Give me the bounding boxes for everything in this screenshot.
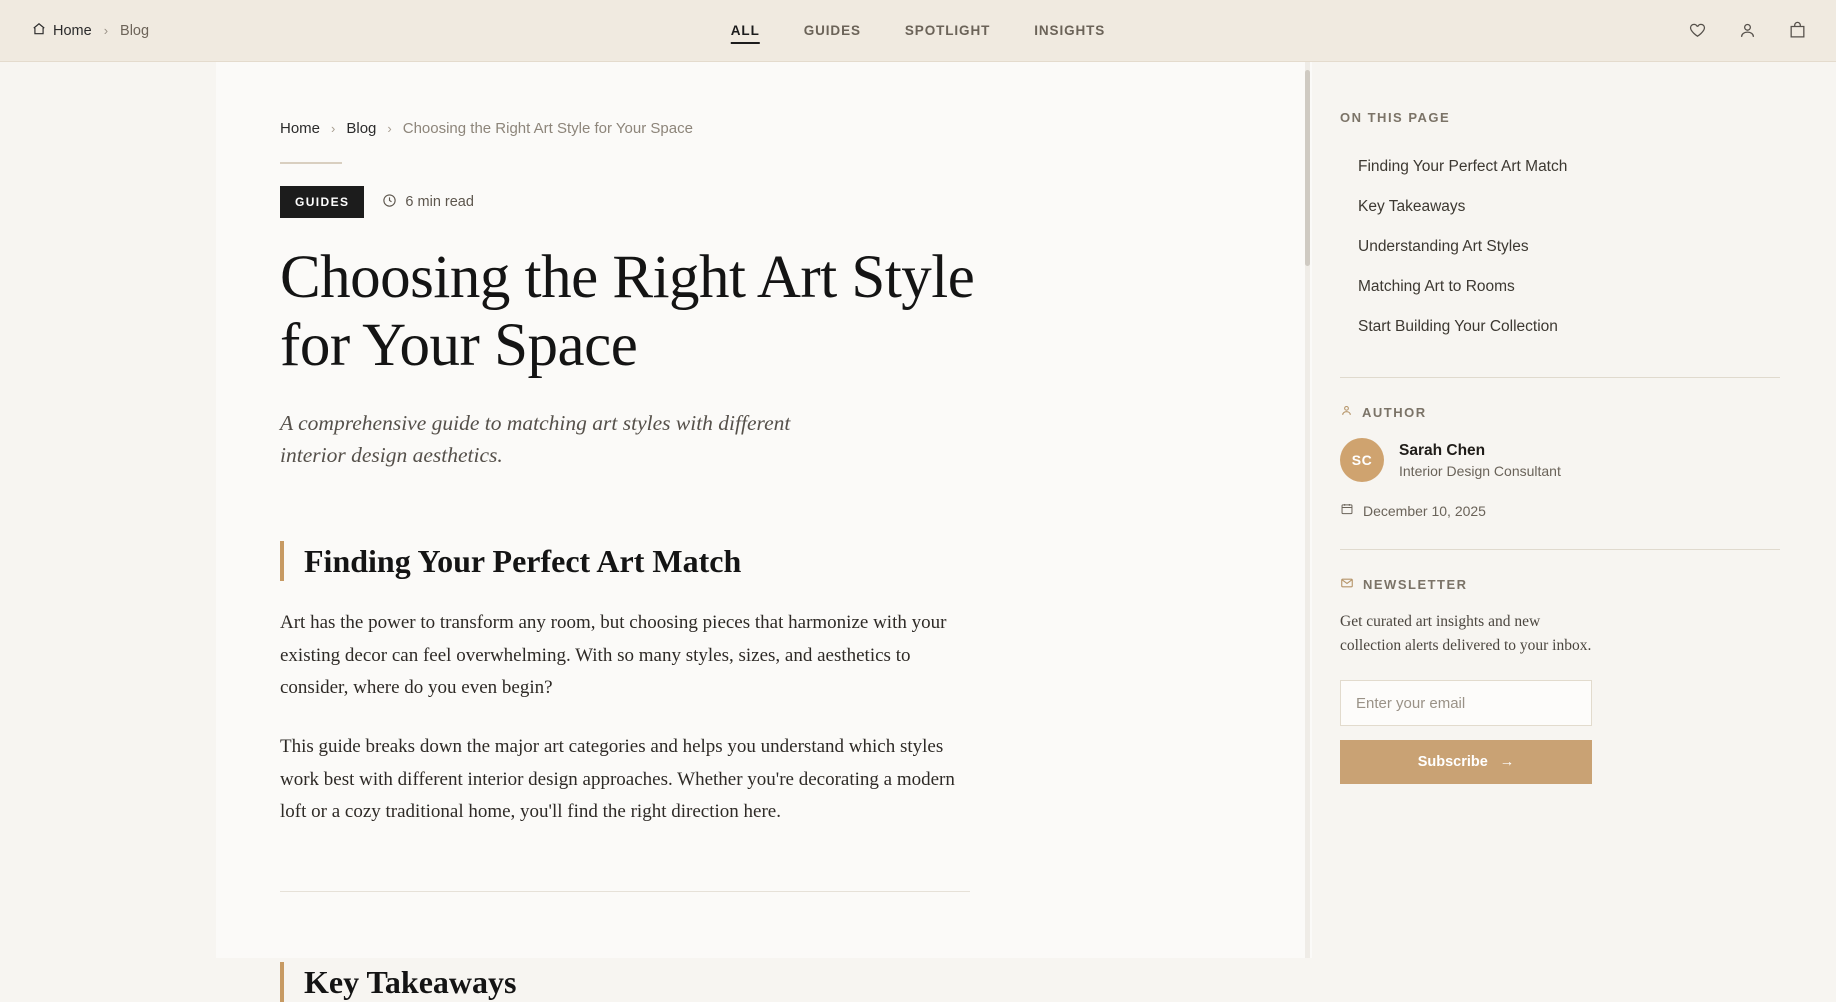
heart-icon[interactable] <box>1686 20 1708 42</box>
category-badge[interactable]: GUIDES <box>280 186 364 218</box>
table-of-contents <box>1340 147 1780 347</box>
subscribe-label: Subscribe <box>1417 754 1488 771</box>
tab-guides[interactable]: GUIDES <box>803 23 861 38</box>
avatar: SC <box>1340 438 1384 482</box>
section-key-takeaways <box>280 962 1248 1002</box>
sidebar-divider <box>1340 549 1780 550</box>
breadcrumb-underline <box>280 162 342 164</box>
read-time-label: 6 min read <box>405 194 474 210</box>
email-field[interactable] <box>1340 680 1592 726</box>
user-icon[interactable] <box>1736 20 1758 42</box>
topbar-home-label: Home <box>53 22 92 39</box>
top-nav <box>731 0 1105 62</box>
tab-insights[interactable]: INSIGHTS <box>1034 23 1106 38</box>
section-title: Finding Your Perfect Art Match <box>304 543 742 580</box>
breadcrumb-item-blog[interactable]: Blog <box>346 120 377 137</box>
tab-spotlight[interactable]: SPOTLIGHT <box>904 23 991 38</box>
breadcrumb-separator: › <box>331 121 336 136</box>
section-heading-row <box>280 962 1248 1002</box>
content-area <box>0 62 1836 1001</box>
breadcrumb <box>280 102 1248 137</box>
toc-item-understanding-art-styles[interactable]: Understanding Art Styles <box>1358 238 1529 255</box>
section-divider <box>280 891 970 892</box>
toc-item-start-building-your-collection[interactable]: Start Building Your Collection <box>1358 318 1558 335</box>
topbar-breadcrumb <box>0 22 149 40</box>
breadcrumb-item-current: Choosing the Right Art Style for Your Space <box>402 120 693 137</box>
page-title: Choosing the Right Art Style for Your Space <box>280 244 975 380</box>
author-block <box>1340 404 1780 519</box>
author-details <box>1399 442 1561 479</box>
article-meta <box>280 186 1248 218</box>
top-bar <box>0 0 1836 62</box>
section-accent-bar <box>280 541 284 581</box>
newsletter-label: NEWSLETTER <box>1363 577 1468 592</box>
mail-icon <box>1340 576 1354 593</box>
section-paragraph: Art has the power to transform any room, but choosing pieces that harmonize with your existing decor can feel overwhelming. With so many styles, sizes, and aesthetics to consider, where do you even begin? <box>280 612 947 699</box>
article-column <box>216 62 1312 1001</box>
toc-item-finding-your-perfect-art-match[interactable]: Finding Your Perfect Art Match <box>1358 158 1568 175</box>
calendar-icon <box>1340 502 1354 519</box>
topbar-section-label: Blog <box>120 22 150 39</box>
sidebar-divider <box>1340 377 1780 378</box>
article-subtitle: A comprehensive guide to matching art styles with different interior design aesthetics. <box>280 410 791 467</box>
topbar-crumb-separator: › <box>103 23 109 38</box>
author-name: Sarah Chen <box>1399 441 1486 459</box>
publish-date-row <box>1340 502 1780 519</box>
section-title: Key Takeaways <box>304 964 517 1001</box>
author-label-row <box>1340 404 1780 420</box>
newsletter-label-row <box>1340 576 1780 593</box>
read-time <box>382 193 474 212</box>
article-scrollbar-thumb[interactable] <box>1305 70 1310 266</box>
newsletter-description: Get curated art insights and new collection alerts delivered to your inbox. <box>1340 613 1592 655</box>
section-heading-row <box>280 541 1248 581</box>
sidebar <box>1312 62 1836 958</box>
tab-all[interactable]: ALL <box>731 0 760 62</box>
breadcrumb-separator: › <box>387 121 392 136</box>
cart-icon[interactable] <box>1786 20 1808 42</box>
toc-item-key-takeaways[interactable]: Key Takeaways <box>1358 198 1466 215</box>
section-paragraph: This guide breaks down the major art categories and helps you understand which styles work best with different interior design approaches. Whether you're decorating a modern loft or a cozy traditional home, you'll find the right direction here. <box>280 736 955 823</box>
publish-date: December 10, 2025 <box>1363 502 1486 519</box>
clock-icon <box>382 193 397 212</box>
author-role: Interior Design Consultant <box>1399 462 1561 479</box>
topbar-home-link[interactable] <box>32 22 92 40</box>
newsletter-block <box>1340 576 1780 784</box>
section-finding-your-perfect-art-match <box>280 541 1248 829</box>
person-icon <box>1340 404 1353 420</box>
home-icon <box>32 22 46 40</box>
topbar-actions <box>1686 20 1808 42</box>
arrow-right-icon: → <box>1499 754 1515 771</box>
toc-item-matching-art-to-rooms[interactable]: Matching Art to Rooms <box>1358 278 1515 295</box>
subscribe-button[interactable] <box>1340 740 1592 784</box>
author-row <box>1340 438 1780 482</box>
toc-label: ON THIS PAGE <box>1340 110 1451 125</box>
section-accent-bar <box>280 962 284 1002</box>
author-label: AUTHOR <box>1362 404 1427 420</box>
breadcrumb-item-home[interactable]: Home <box>280 120 321 137</box>
